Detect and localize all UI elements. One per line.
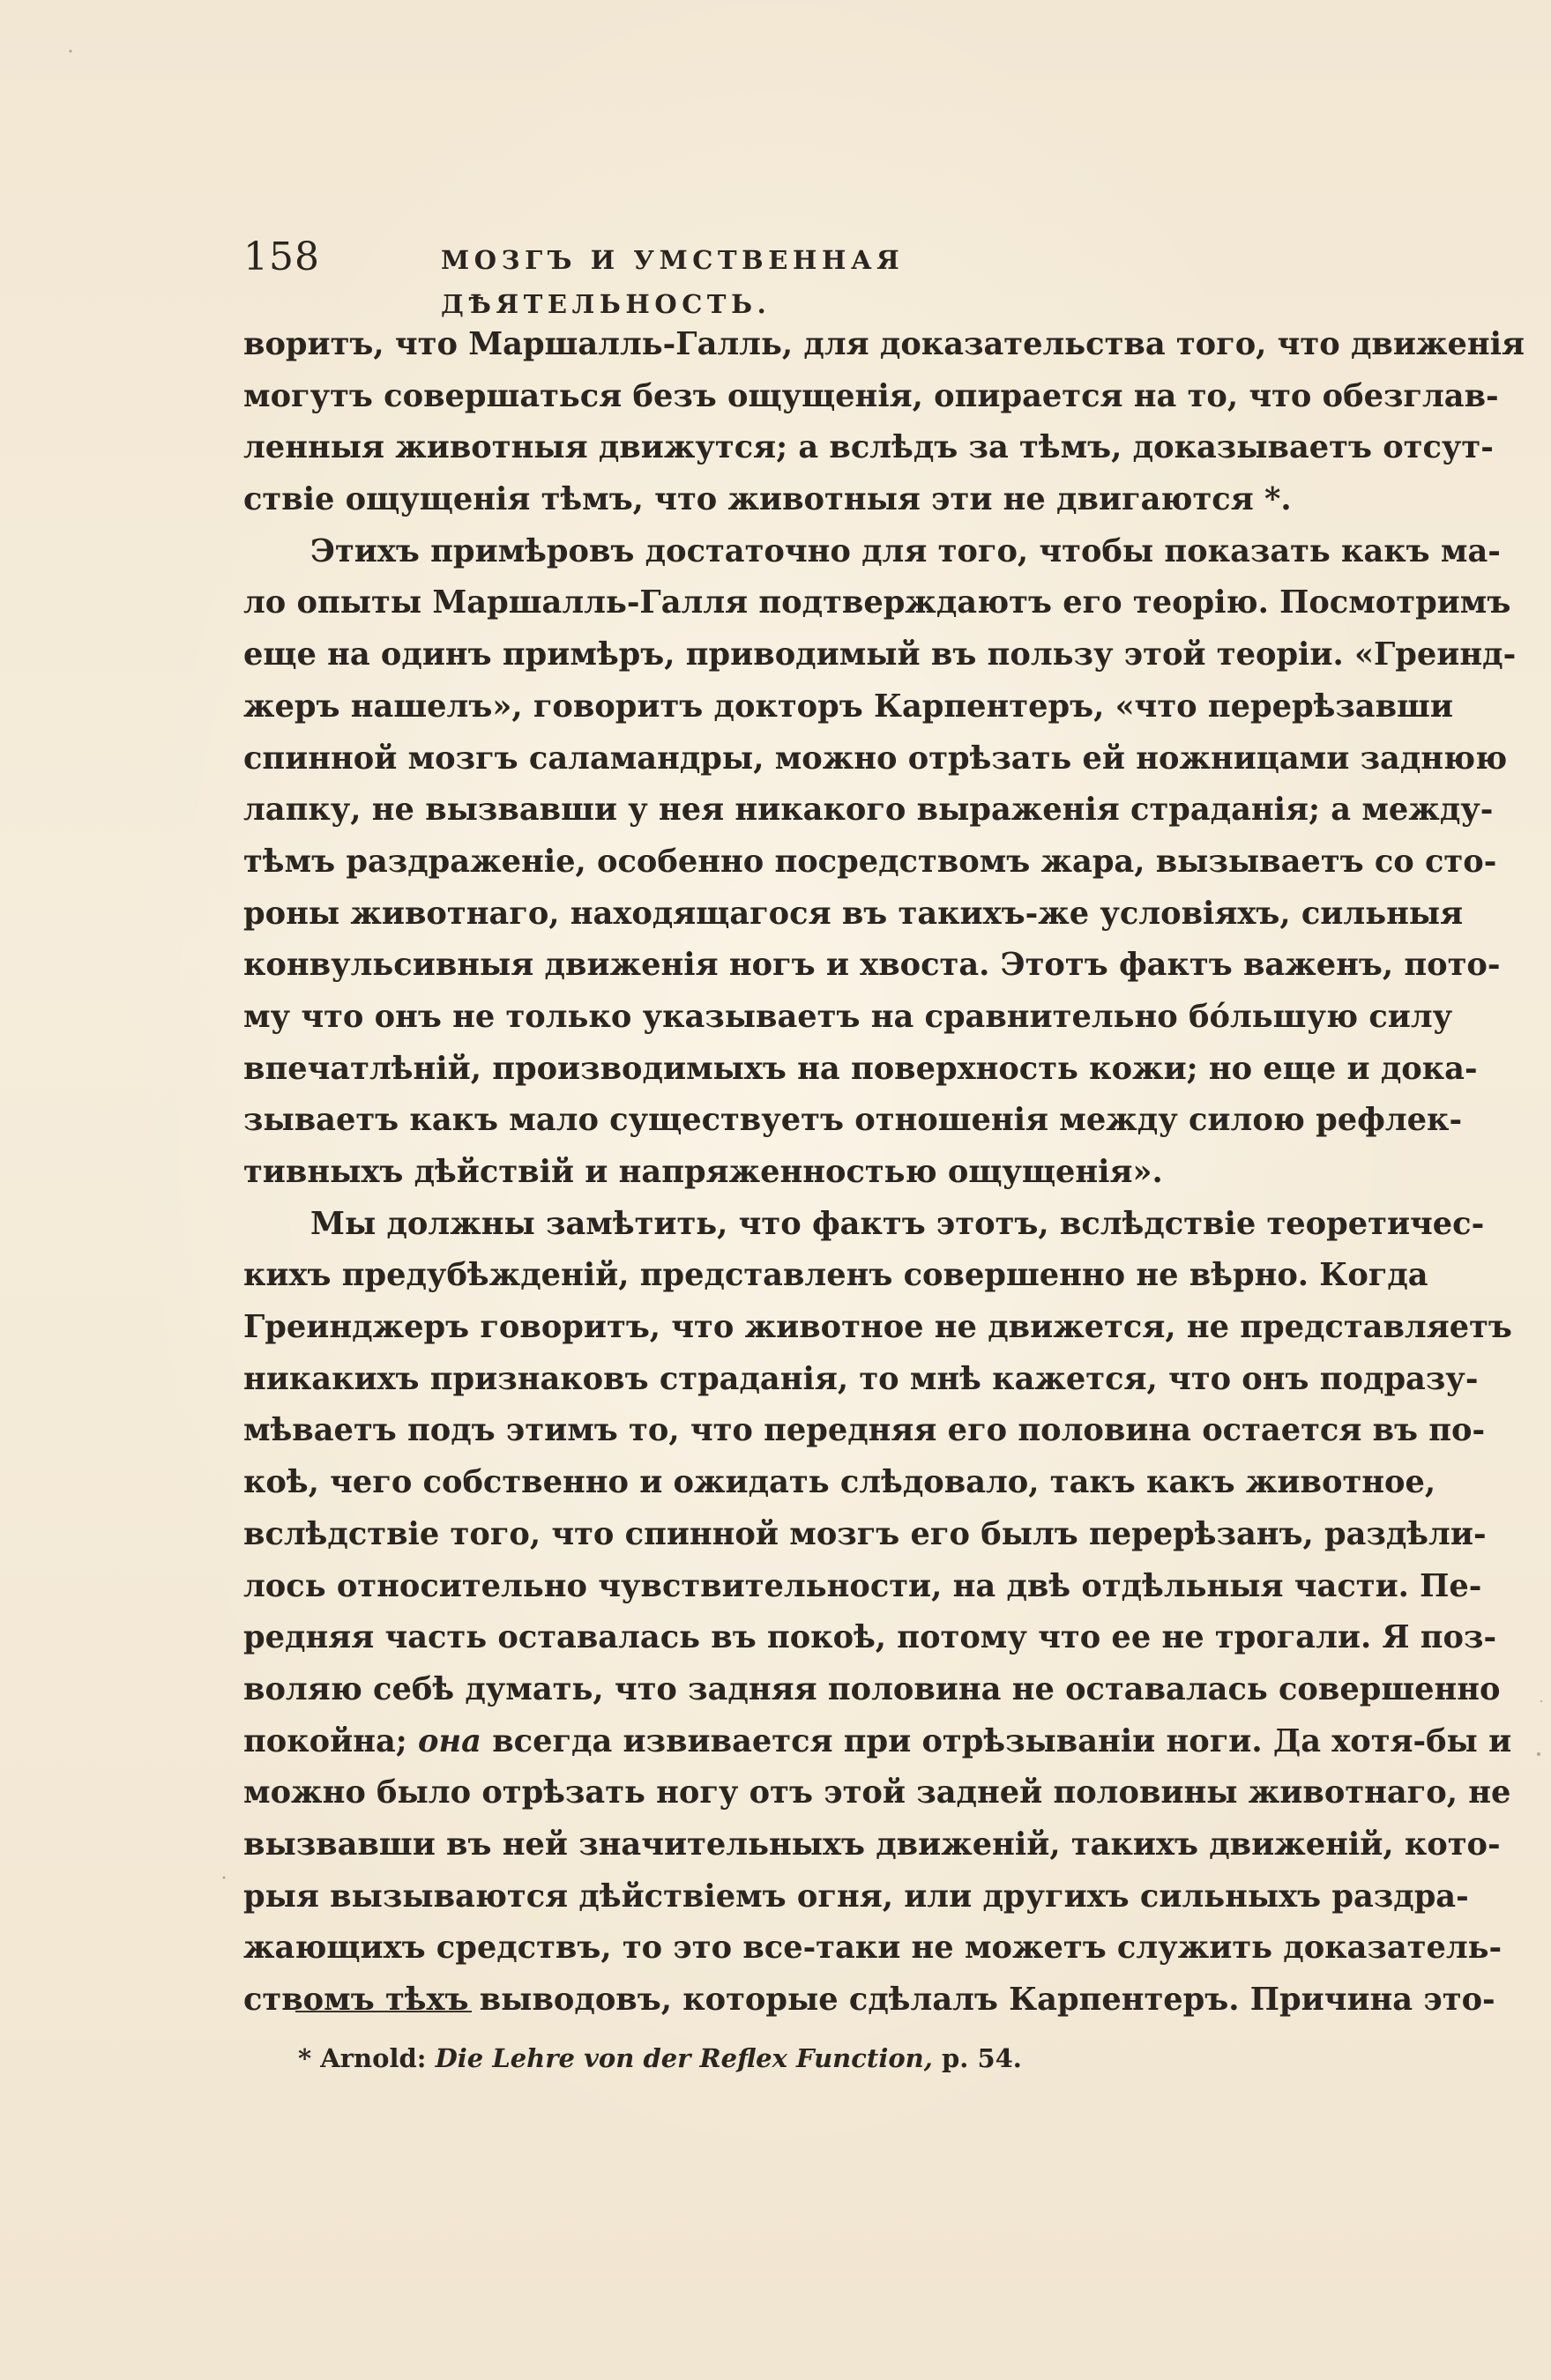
text-line: коѣ, чего собственно и ожидать слѣдовало, такъ какъ животное, (243, 1464, 1436, 1501)
text-line: жающихъ средствъ, то это все-таки не можетъ служить доказатель- (243, 1930, 1503, 1967)
text-line: вслѣдствіе того, что спинной мозгъ его былъ перерѣзанъ, раздѣли- (243, 1515, 1487, 1552)
text-line: Мы должны замѣтить, что фактъ этотъ, вслѣдствіе теоретичес- (310, 1205, 1485, 1242)
text-segment: покойна; (243, 1722, 407, 1759)
text-line: тивныхъ дѣйствій и напряженностью ощущенія». (243, 1154, 1163, 1190)
text-line: никакихъ признаковъ страданія, то мнѣ кажется, что онъ подразу- (243, 1360, 1479, 1397)
emphasis-text: она (418, 1722, 481, 1759)
text-line: конвульсивныя движенія ногъ и хвоста. Этотъ фактъ важенъ, пото- (243, 947, 1501, 984)
footnote-author: Arnold: (320, 2043, 427, 2073)
text-line: Греинджеръ говоритъ, что животное не движется, не представляетъ (243, 1309, 1512, 1346)
text-line: ло опыты Маршалль-Галля подтверждаютъ его теорію. Посмотримъ (243, 584, 1511, 621)
text-line: мѣваетъ подъ этимъ то, что передняя его половина остается въ по- (243, 1412, 1486, 1449)
text-line: впечатлѣній, производимыхъ на поверхность кожи; но еще и дока- (243, 1050, 1478, 1087)
text-line: могутъ совершаться безъ ощущенія, опирается на то, что обезглав- (243, 377, 1499, 414)
text-line: можно было отрѣзать ногу отъ этой задней половины животнаго, не (243, 1774, 1511, 1811)
text-line: роны животнаго, находящагося въ такихъ-же условіяхъ, сильныя (243, 895, 1464, 932)
text-line: ствіе ощущенія тѣмъ, что животныя эти не двигаются *. (243, 481, 1292, 518)
text-line: му что онъ не только указываетъ на сравнительно бо́льшую силу (243, 998, 1453, 1035)
footnote-page: p. 54. (941, 2043, 1022, 2073)
footnote-marker: * (298, 2043, 312, 2073)
text-line: ствомъ тѣхъ выводовъ, которые сдѣлалъ Карпентеръ. Причина это- (243, 1982, 1495, 2018)
text-segment: всегда извивается при отрѣзываніи ноги. Да хотя-бы и (492, 1722, 1512, 1759)
text-line: тѣмъ раздраженіе, особенно посредствомъ жара, вызываетъ со сто- (243, 843, 1497, 880)
text-line: лапку, не вызвавши у нея никакого выраженія страданія; а между- (243, 792, 1494, 829)
text-line: воляю себѣ думать, что задняя половина не оставалась совершенно (243, 1670, 1501, 1707)
text-line: спинной мозгъ саламандры, можно отрѣзать ей ножницами заднюю (243, 740, 1508, 777)
text-line: редняя часть оставалась въ покоѣ, потому что ее не трогали. Я поз- (243, 1619, 1497, 1656)
text-line: жеръ нашелъ», говоритъ докторъ Карпентеръ, «что перерѣзавши (243, 688, 1453, 725)
text-line: вызвавши въ ней значительныхъ движеній, такихъ движеній, кото- (243, 1826, 1501, 1863)
text-line: еще на одинъ примѣръ, приводимый въ пользу этой теоріи. «Греинд- (243, 636, 1517, 673)
text-line: рыя вызываются дѣйствіемъ огня, или другихъ сильныхъ раздра- (243, 1878, 1469, 1915)
text-line: зываетъ какъ мало существуетъ отношенія между силою рефлек- (243, 1102, 1463, 1139)
text-line: ленныя животныя движутся; а вслѣдъ за тѣмъ, доказываетъ отсут- (243, 429, 1494, 466)
text-line: лось относительно чувствительности, на двѣ отдѣльныя части. Пе- (243, 1567, 1482, 1604)
text-line: воритъ, что Маршалль-Галль, для доказательства того, что движенія (243, 326, 1525, 362)
running-head: МОЗГЪ И УМСТВЕННАЯ ДѢЯТЕЛЬНОСТЬ. (441, 245, 905, 319)
text-line: Этихъ примѣровъ достаточно для того, чтобы показать какъ ма- (310, 532, 1501, 569)
footnote-title: Die Lehre von der Reflex Function, (435, 2043, 933, 2073)
text-line: кихъ предубѣжденій, представленъ совершенно не вѣрно. Когда (243, 1257, 1428, 1294)
page-number: 158 (243, 234, 320, 279)
